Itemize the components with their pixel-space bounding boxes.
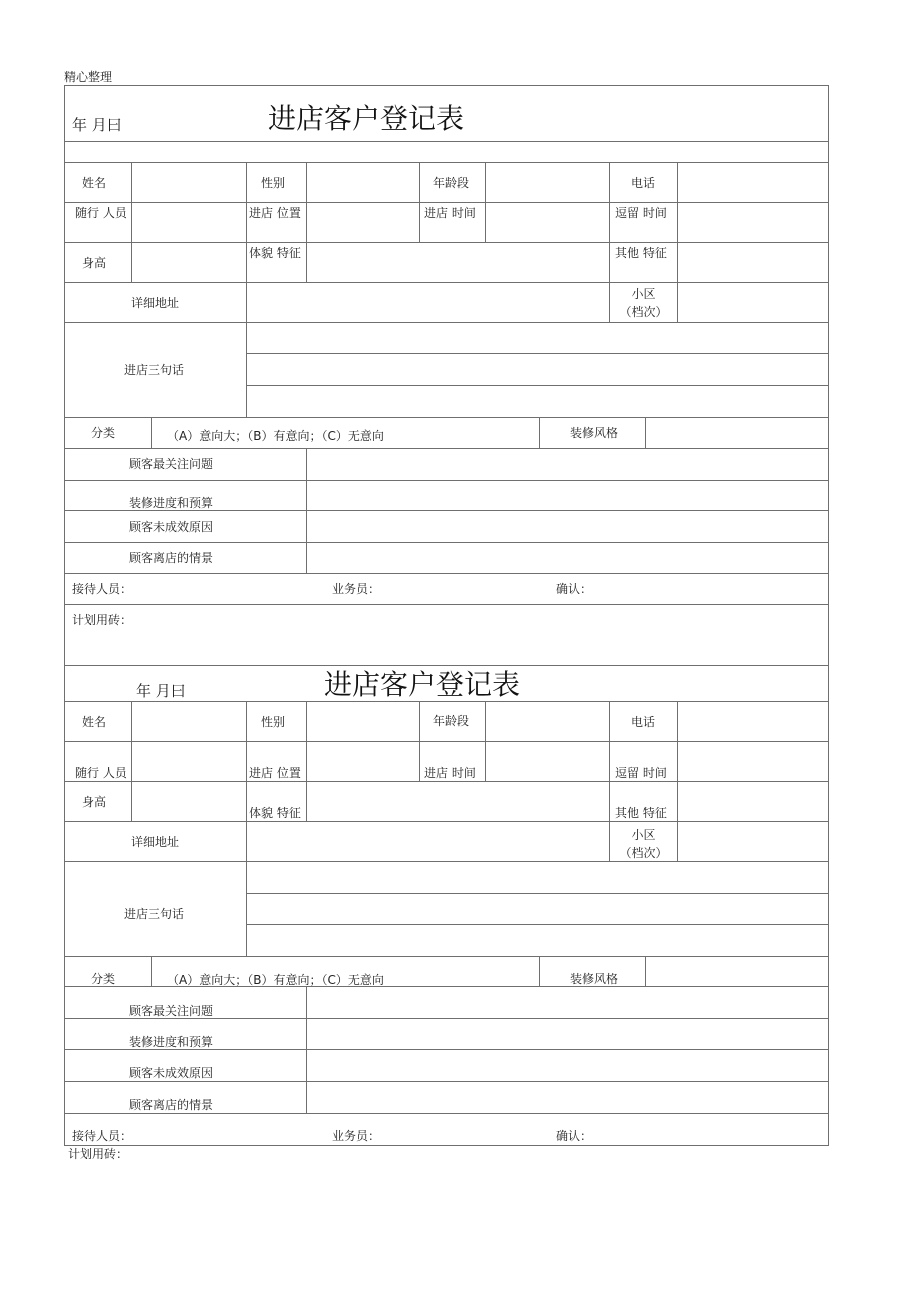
three-words-line-1[interactable]: [247, 323, 828, 353]
label-name: 姓名: [82, 715, 107, 729]
header-note: 精心整理: [64, 70, 113, 84]
label-gender: 性别: [261, 176, 286, 190]
label-decoration-style: 装修风格: [570, 972, 619, 986]
other-features-field[interactable]: [678, 782, 828, 821]
label-phone: 电话: [631, 176, 656, 190]
label-companions: 随行 人员: [75, 766, 127, 780]
decoration-style-field[interactable]: [646, 418, 828, 448]
position-field[interactable]: [307, 203, 419, 242]
label-position: 进店 位置: [249, 206, 301, 220]
label-height: 身高: [82, 795, 107, 809]
phone-field[interactable]: [678, 702, 828, 741]
planned-tiles-field[interactable]: [65, 628, 828, 664]
label-phone: 电话: [631, 715, 656, 729]
label-address: 详细地址: [131, 296, 180, 310]
label-time-in: 进店 时间: [424, 766, 476, 780]
label-confirm: 确认：: [556, 1129, 593, 1143]
position-field[interactable]: [307, 742, 419, 781]
community-field[interactable]: [678, 283, 828, 322]
label-community-grade: （档次）: [619, 305, 668, 319]
category-options[interactable]: （A）意向大；（B）有意向；（C）无意向: [167, 429, 384, 443]
label-leaving: 顾客离店的情景: [129, 551, 214, 565]
label-position: 进店 位置: [249, 766, 301, 780]
appearance-field[interactable]: [307, 782, 609, 821]
leaving-field[interactable]: [307, 1082, 828, 1113]
label-companions: 随行 人员: [75, 206, 127, 220]
height-field[interactable]: [132, 243, 246, 282]
stay-time-field[interactable]: [678, 742, 828, 781]
failure-reason-field[interactable]: [307, 511, 828, 542]
label-salesperson: 业务员：: [332, 1129, 381, 1143]
companions-field[interactable]: [132, 742, 246, 781]
leaving-field[interactable]: [307, 543, 828, 573]
phone-field[interactable]: [678, 163, 828, 202]
three-words-line-2[interactable]: [247, 894, 828, 924]
gender-field[interactable]: [307, 163, 419, 202]
age-group-field[interactable]: [486, 163, 609, 202]
label-age-group: 年龄段: [433, 714, 470, 728]
label-name: 姓名: [82, 176, 107, 190]
label-confirm: 确认：: [556, 582, 593, 596]
label-gender: 性别: [261, 715, 286, 729]
label-stay-time: 逗留 时间: [615, 766, 667, 780]
time-in-field[interactable]: [486, 203, 609, 242]
label-appearance: 体貌 特征: [249, 806, 301, 820]
label-failure-reason: 顾客未成效原因: [129, 520, 214, 534]
form-title: 进店客户登记表: [268, 102, 465, 135]
progress-budget-field[interactable]: [307, 1019, 828, 1049]
label-three-words: 进店三句话: [124, 907, 185, 921]
label-receptionist: 接待人员：: [72, 1129, 133, 1143]
date-label: 年 月曰: [72, 116, 122, 134]
label-time-in: 进店 时间: [424, 206, 476, 220]
three-words-line-1[interactable]: [247, 862, 828, 893]
category-options[interactable]: （A）意向大；（B）有意向；（C）无意向: [167, 973, 384, 987]
label-receptionist: 接待人员：: [72, 582, 133, 596]
label-appearance: 体貌 特征: [249, 246, 301, 260]
community-field[interactable]: [678, 822, 828, 861]
address-field[interactable]: [247, 283, 609, 322]
label-concern: 顾客最关注问题: [129, 1004, 214, 1018]
label-three-words: 进店三句话: [124, 363, 185, 377]
three-words-line-3[interactable]: [247, 925, 828, 956]
decoration-style-field[interactable]: [646, 957, 828, 986]
label-other-features: 其他 特征: [615, 806, 667, 820]
age-group-field[interactable]: [486, 702, 609, 741]
label-community: 小区: [631, 287, 656, 301]
label-category: 分类: [91, 972, 116, 986]
label-age-group: 年龄段: [433, 176, 470, 190]
appearance-field[interactable]: [307, 243, 609, 282]
label-salesperson: 业务员：: [332, 582, 381, 596]
address-field[interactable]: [247, 822, 609, 861]
form-title: 进店客户登记表: [324, 668, 521, 701]
label-decoration-style: 装修风格: [570, 426, 619, 440]
time-in-field[interactable]: [486, 742, 609, 781]
label-category: 分类: [91, 426, 116, 440]
label-stay-time: 逗留 时间: [615, 206, 667, 220]
concern-field[interactable]: [307, 449, 828, 480]
height-field[interactable]: [132, 782, 246, 821]
companions-field[interactable]: [132, 203, 246, 242]
label-community-grade: （档次）: [619, 846, 668, 860]
label-planned-tiles: 计划用砖：: [72, 613, 133, 627]
label-leaving: 顾客离店的情景: [129, 1098, 214, 1112]
label-community: 小区: [631, 828, 656, 842]
three-words-line-2[interactable]: [247, 354, 828, 385]
name-field[interactable]: [132, 702, 246, 741]
three-words-line-3[interactable]: [247, 386, 828, 417]
gender-field[interactable]: [307, 702, 419, 741]
label-failure-reason: 顾客未成效原因: [129, 1066, 214, 1080]
date-label: 年 月曰: [136, 682, 186, 700]
other-features-field[interactable]: [678, 243, 828, 282]
label-height: 身高: [82, 256, 107, 270]
progress-budget-field[interactable]: [307, 481, 828, 510]
concern-field[interactable]: [307, 987, 828, 1018]
stay-time-field[interactable]: [678, 203, 828, 242]
label-concern: 顾客最关注问题: [129, 457, 214, 471]
label-other-features: 其他 特征: [615, 246, 667, 260]
label-progress-budget: 装修进度和预算: [129, 1035, 214, 1049]
name-field[interactable]: [132, 163, 246, 202]
failure-reason-field[interactable]: [307, 1050, 828, 1081]
label-planned-tiles: 计划用砖：: [68, 1147, 129, 1161]
label-address: 详细地址: [131, 835, 180, 849]
label-progress-budget: 装修进度和预算: [129, 496, 214, 510]
